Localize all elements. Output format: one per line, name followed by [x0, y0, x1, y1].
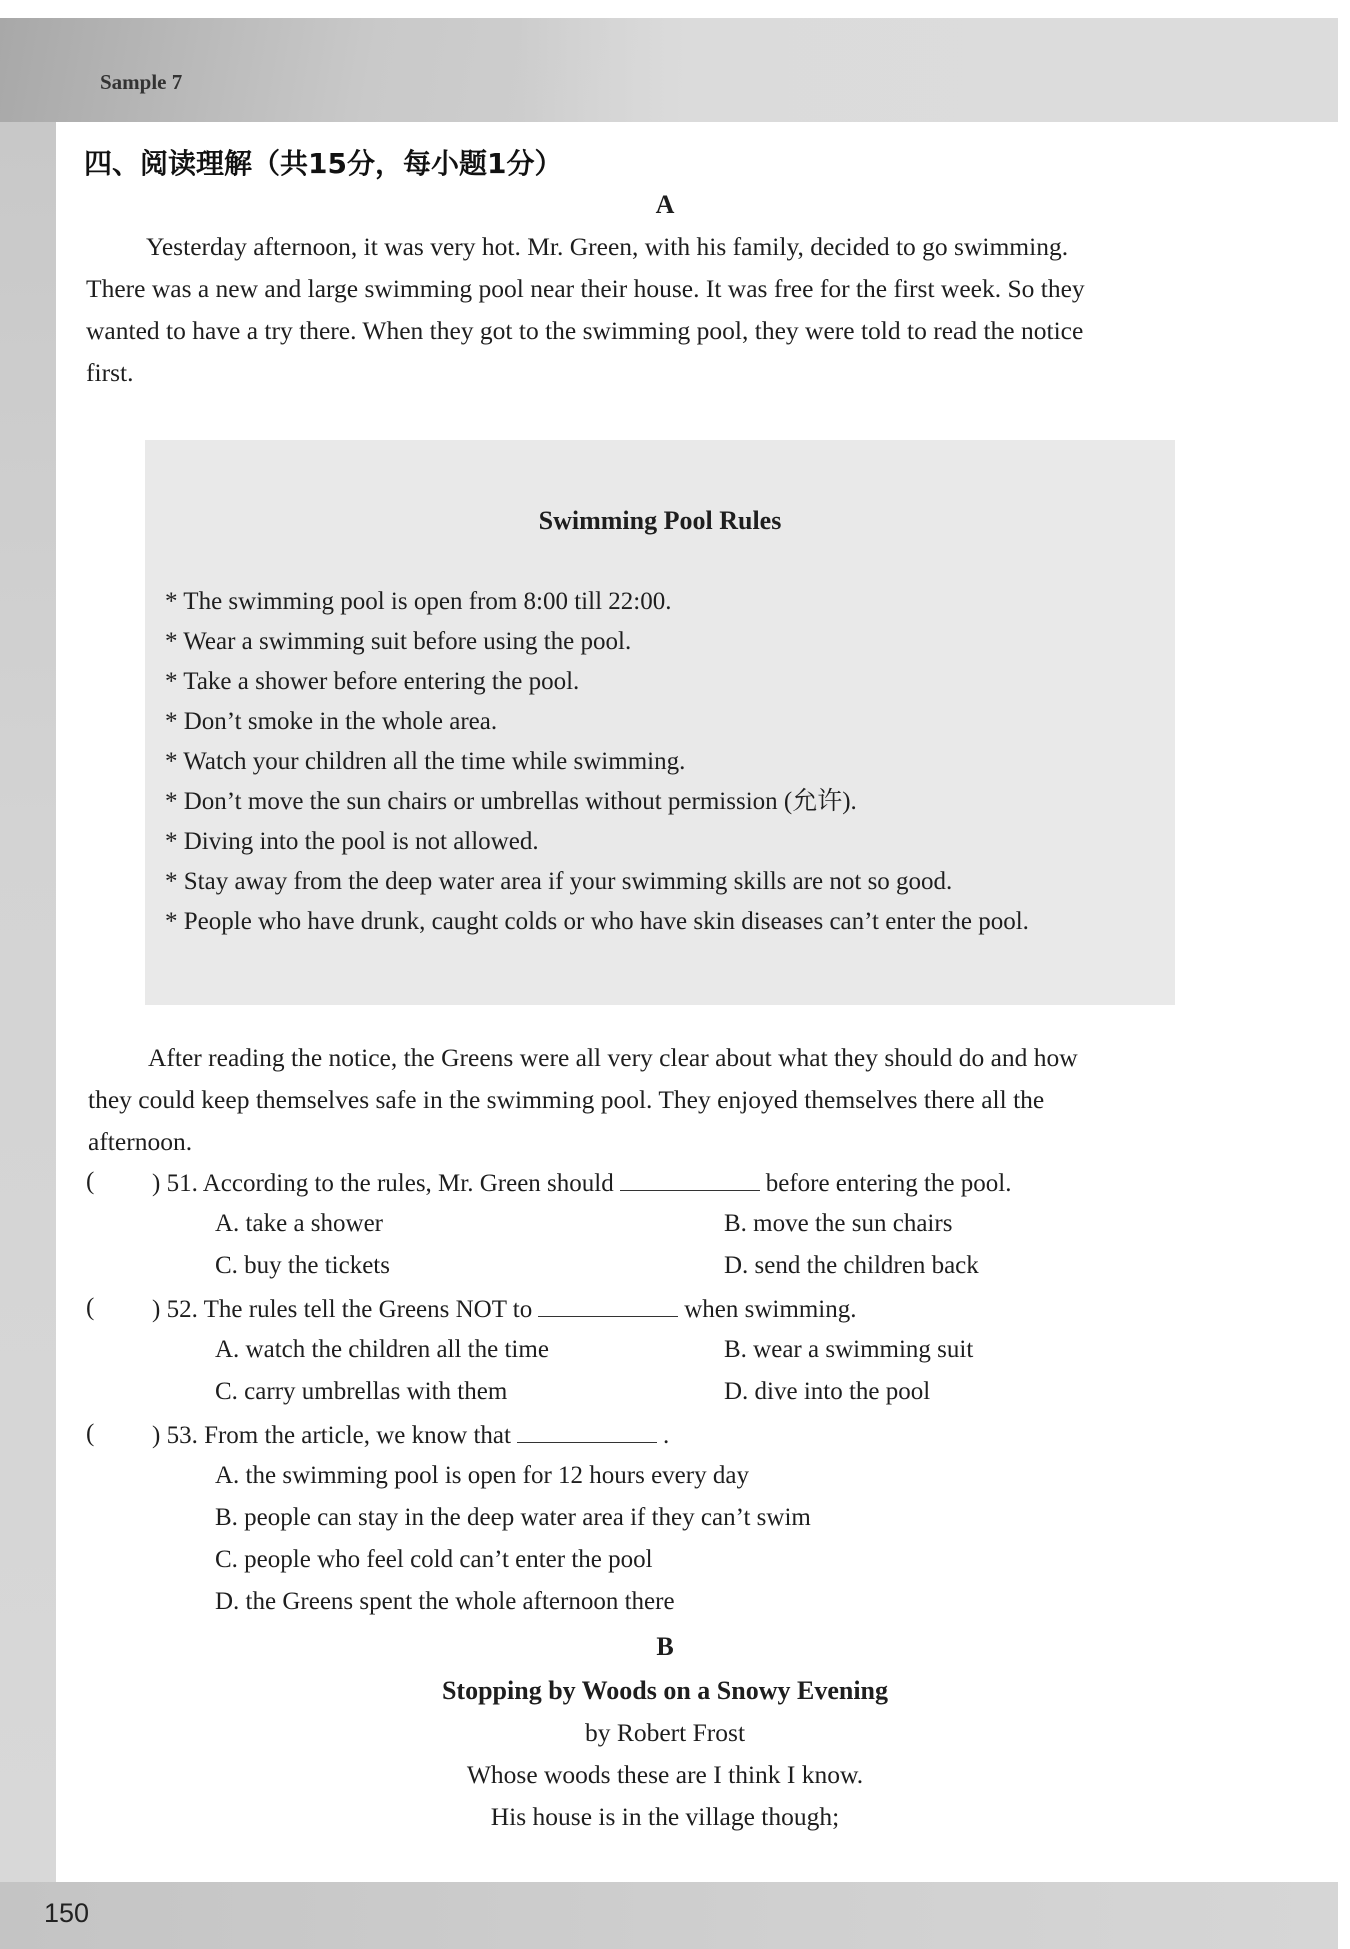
- question-text: [152, 1168, 1011, 1198]
- question-text: [152, 1294, 856, 1324]
- intro-line: There was a new and large swimming pool near their house. It was free for the first week. So they: [86, 274, 1085, 303]
- question-text: [152, 1420, 669, 1450]
- poem-title: Stopping by Woods on a Snowy Evening: [441, 1676, 889, 1705]
- question-stem-end: .: [662, 1422, 670, 1449]
- question-stem-end: before entering the pool.: [765, 1170, 1012, 1197]
- part-b-letter: B: [656, 1632, 674, 1661]
- poem-author: by Robert Frost: [584, 1718, 746, 1747]
- rule-item: * Watch your children all the time while swimming.: [165, 748, 686, 775]
- after-line: they could keep themselves safe in the swimming pool. They enjoyed themselves there all the: [88, 1085, 1045, 1114]
- answer-paren: (: [86, 1168, 95, 1195]
- option-b: B. move the sun chairs: [724, 1210, 953, 1237]
- header-band-highlight: [520, 18, 1338, 122]
- answer-blank: [620, 1168, 760, 1191]
- rule-item: * Don’t smoke in the whole area.: [165, 708, 498, 735]
- question-stem: ) 52. The rules tell the Greens NOT to: [152, 1296, 533, 1323]
- question-stem: ) 53. From the article, we know that: [152, 1422, 511, 1449]
- section-title: 四、阅读理解（共15分，每小题1分）: [84, 147, 563, 180]
- answer-paren: (: [86, 1294, 95, 1321]
- rule-item: * The swimming pool is open from 8:00 till 22:00.: [165, 588, 672, 615]
- intro-line: Yesterday afternoon, it was very hot. Mr. Green, with his family, decided to go swimming.: [146, 232, 1069, 261]
- option-c: C. people who feel cold can’t enter the pool: [215, 1546, 653, 1573]
- rules-list: [165, 582, 1029, 942]
- option-c: C. carry umbrellas with them: [215, 1378, 508, 1405]
- option-a: A. watch the children all the time: [215, 1336, 549, 1363]
- page-number: 150: [44, 1898, 90, 1928]
- intro-line: first.: [86, 358, 134, 387]
- left-margin-band: [0, 122, 56, 1882]
- option-c: C. buy the tickets: [215, 1252, 390, 1279]
- after-line: After reading the notice, the Greens were all very clear about what they should do and how: [148, 1043, 1078, 1072]
- part-a-letter: A: [655, 190, 675, 219]
- after-line: afternoon.: [88, 1127, 193, 1156]
- rule-item: * Wear a swimming suit before using the pool.: [165, 628, 632, 655]
- poem-line: His house is in the village though;: [490, 1802, 840, 1831]
- option-b: B. people can stay in the deep water area if they can’t swim: [215, 1504, 811, 1531]
- option-d: D. dive into the pool: [724, 1378, 931, 1405]
- option-a: A. the swimming pool is open for 12 hours every day: [215, 1462, 749, 1489]
- footer-band: [0, 1882, 1338, 1949]
- option-a: A. take a shower: [215, 1210, 383, 1237]
- poem-line: Whose woods these are I think I know.: [466, 1760, 864, 1789]
- intro-line: wanted to have a try there. When they got to the swimming pool, they were told to read the notice: [86, 316, 1084, 345]
- rule-item: * Diving into the pool is not allowed.: [165, 828, 539, 855]
- question-stem-end: when swimming.: [684, 1296, 857, 1323]
- rule-item: * Take a shower before entering the pool.: [165, 668, 580, 695]
- option-d: D. the Greens spent the whole afternoon there: [215, 1588, 675, 1615]
- option-d: D. send the children back: [724, 1252, 979, 1279]
- notice-title: Swimming Pool Rules: [538, 506, 782, 535]
- question-stem: ) 51. According to the rules, Mr. Green should: [152, 1170, 614, 1197]
- sample-label: Sample 7: [100, 70, 183, 94]
- rule-item: * Don’t move the sun chairs or umbrellas without permission (允许).: [165, 788, 857, 815]
- answer-blank: [538, 1294, 678, 1317]
- option-b: B. wear a swimming suit: [724, 1336, 974, 1363]
- answer-blank: [517, 1420, 657, 1443]
- rule-item: * People who have drunk, caught colds or who have skin diseases can’t enter the pool.: [165, 908, 1029, 935]
- rule-item: * Stay away from the deep water area if your swimming skills are not so good.: [165, 868, 953, 895]
- answer-paren: (: [86, 1420, 95, 1447]
